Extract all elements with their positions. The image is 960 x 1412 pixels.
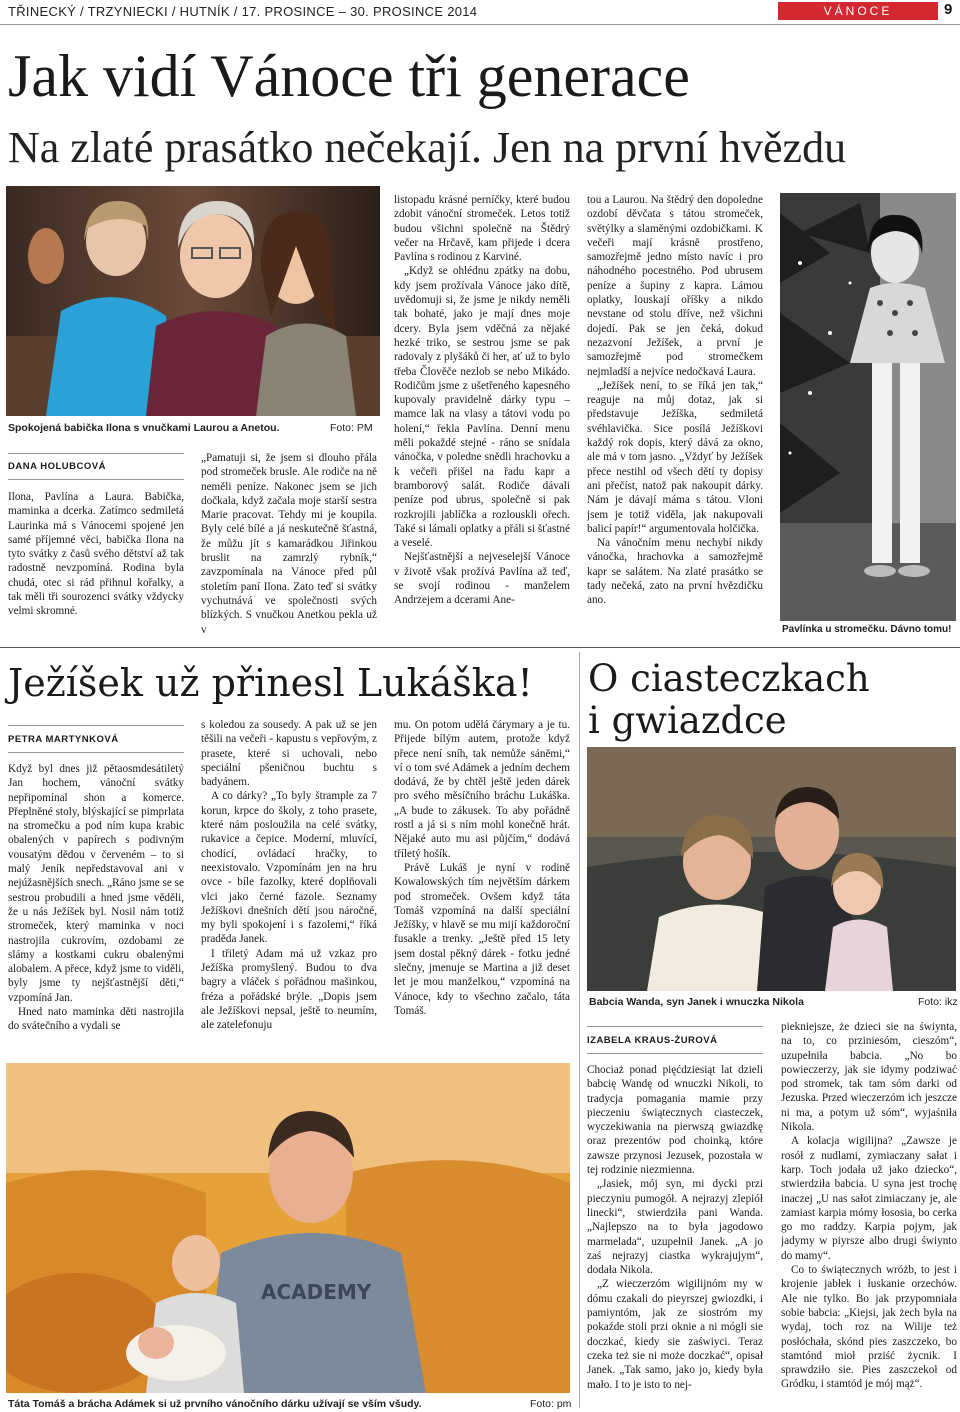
paragraph: A co dárky? „To byly štrample za 7 korun, krpce do školy, z toho prasete, které nám posloužila na celé svátky, rukavice a čepice. Moderní, mluvící, chodící, ovládací hračky, to neexistovalo. Vzpomínám jen na hru ovce - bíle fazolky, které doplňovali vlci jako černé fazole. Seznamy Ježíškovi dnešních dětí jsou náročné, my byli spokojení i s fazolemi,“ říká praděda Janek.: [201, 790, 377, 946]
byline-rule: [8, 453, 184, 454]
paragraph: mu. On potom udělá čárymary a je tu. Přijede bílým autem, protože když přece není sníh, tak nemůže sáněmi,“ ví o tom své Adámek a jedním dechem dodává, že by chtěl ještě jeden dárek pro svého měsíčního bráchu Lukáška. „A bude to zákusek. To aby pořádně rostl a já si s ním mohl konečně hrát. Nějaké auto mu asi půjčím,“ dodává tříletý hošík.: [394, 719, 570, 860]
paragraph: „Pamatuji si, že jsem si dlouho přála pod stromeček brusle. Ale rodiče na ně neměli peníze. Nakonec jsem se jich dočkala, když začala moje starší sestra Marie pracovat. Tehdy mi je koupila. Byly celé bílé a já neskutečně šťastná, že můžu jít s kamarádkou Jiřinkou bruslit na zamrzlý rybník,“ zavzpomínala na Vánoce před půl stoletím paní Ilona. Zato teď si svátky vychutnává ve společnosti svých blízkých. S vnučkou Anetkou pekla už v: [201, 452, 377, 636]
paragraph: piekniejsze, że dzieci sie na świynta, na to, co prziniesóm, cieszóm“, uzupełniła babcia. „No bo powieczerzy, jak sie idymy podziwać pod stromek, tak tam sóm darki od Jezuska. Przed wieczerzóm ich jeszcze ni ma, a potym už sóm“, wyjaśniła Nikola.: [781, 1021, 957, 1134]
photo-caption: Spokojená babička Ilona s vnučkami Laurou a Anetou.: [8, 422, 280, 434]
article2-column-2: [201, 718, 377, 1060]
section-divider: [0, 647, 960, 648]
paragraph: Co to świątecznych wróżb, to jest i krojenie jabłek i łuskanie orzechów. Ale nie tylko. Bo jak przypomniała sobie babcia: „Kiejsi, jak żech była na wydaj, toch roz na Wilije też posłóchała, skónd pies zaszczeko, bo stamtónd mioł prziść życnik. I sprawdziło sie. Pies zaszczekoł od Gródku, i stamtód je mój mąż“.: [781, 1264, 957, 1391]
paragraph: Ilona, Pavlína a Laura. Babička, maminka a dcerka. Zatímco sedmiletá Laurinka má s Vánocemi spojené jen samé příjemné věci, babička Ilona na tyto svátky z časů svého dětství až tak radostně nevzpomíná. Rodina byla chudá, otec si rád přihnul kořalky, a tak měli tři sourozenci svátky vždycky velmi skromné.: [8, 491, 184, 618]
article3-column-2: [781, 1020, 957, 1409]
father-sons-photo: [6, 1063, 570, 1393]
paragraph: „Když se ohlédnu zpátky na dobu, kdy jsem prožívala Vánoce jako dítě, uvědomuji si, že jsme je nikdy neměli tak bohaté, jako je mají dnes moje dcery. Byla jsem vděčná za nějaké hezké triko, se sestrou jsme se pak radovaly z plyšáků či her, ať už to bylo třeba Člověče nezlob se nebo Mikádo. Rodičům jsme z ušetřeného kapesného kupovaly pravidelně dárky typu – mamce lak na vlasy a tátovi vodu po holení,“ řekla Pavlína. Denní menu měli pokaždé stejné - ráno se snídala vánočka, v poledne snědli hrachovku a k večeři přišel na řadu kapr a bramborový salát. Rodiče dávali peníze pod ubrus, společně si pak rozkrojili jablíčka a rozlouskli ořech. Také si lámali oplatky a přáli si šťastné a veselé.: [394, 265, 570, 550]
paragraph: A kolacja wigilijna? „Zawsze je rosół z nudlami, zymiaczany sałat i karp. Toch jodała už jako dziecko“, stwierdziła babcia. U syna jest trochę inaczej „U nas sałot zimiaczany je, ale zamiast karpia mómy łososia, bo cerka go mo raddzy. Karpia pojym, jak jadymy w piyrsze albo drugi świynto do mamy“.: [781, 1135, 957, 1262]
article3-column-1: [587, 1063, 763, 1409]
article1-column-3: [394, 193, 570, 638]
byline-rule: [8, 725, 184, 726]
family-photo: [6, 186, 380, 416]
grandma-son-granddaughter-photo: [587, 747, 956, 991]
paragraph: Když byl dnes již pětaosmdesátiletý Jan hochem, vánoční svátky nepřipomínal shon a komerce. Přeplněné stoly, blýskající se pimprlata na stromečku a pod ním kupa krabic obalených v papírech s podivným vousatým dědou v červeném – to si malý Jeník nepředstavoval ani v nejúžasnějších snech. „Ráno jsme se se sestrou probudili a hned jsme věděli, že u nás Ježíšek byl. Nosil nám totiž stromeček, který maminka v noci nastrojila cukrovím, ozdobami ze slámy a kostkami cukru obalenými alobalem. A přece, když jsme to viděli, byly jsme ty nejšťastnější děti,“ vzpomíná Jan.: [8, 763, 184, 1004]
paragraph: „Jasiek, mój syn, mi dycki przi pieczyniu pumogół. A nejrazyj zlepiół linecki“, stwierdziła pani Wanda. „Najlepszo na to była jagodowo marmelada“, uzupełnił Janek. „A jo zaś nejrazyj ciastka wykrajujym“, dodała Nikola.: [587, 1178, 763, 1277]
paragraph: Chociaż ponad pięćdziesiąt lat dzieli babcię Wandę od wnuczki Nikoli, to tradycja pomagania mamie przy pieczeniu świątecznych ciasteczek, wyczekiwania na pierwszą gwiazdkę oraz prezentów pod choinką, które zawsze przynosi Jezusek, pozostała w tej rodzinie niezmienna.: [587, 1064, 763, 1177]
paragraph: Na vánočním menu nechybí nikdy vánočka, hrachovka a samozřejmě kapr se salátem. Na zlaté prasátko se tady nečeká, zato na první hvězdičku ano.: [587, 537, 763, 607]
page-header-text: TŘINECKÝ / TRZYNIECKI / HUTNÍK / 17. PROSINCE – 30. PROSINCE 2014: [8, 4, 478, 19]
paragraph: s koledou za sousedy. A pak už se jen těšili na večeři - kapustu s vepřovým, z prasete, které si uchovali, nebo speciální pšeničnou buchtu s badyánem.: [201, 719, 377, 789]
paragraph: Hned nato maminka děti nastrojila do svátečního a vydali se: [8, 1006, 184, 1033]
article1-title: Jak vidí Vánoce tři generace: [8, 43, 690, 109]
article2-title: Ježíšek už přinesl Lukáška!: [8, 661, 533, 705]
father-sons-photo-image: [6, 1063, 570, 1393]
photo-credit: Foto: pm: [530, 1398, 572, 1410]
paragraph: Právě Lukáš je nyní v rodině Kowalowských tím největším dárkem pod stromeček. Ovšem když táta Tomáš vzpomíná na další speciální Ježíšky, v hlavě se mu mijí každoroční fusakle a trenky. „Ještě před 15 lety jsem dostal pěkný dárek - fotku jedné slečny, jmenuje se Martina a již deset let je mou manželkou,“ vzpomíná na Vánoce, kdy to všechno začalo, táta Tomáš.: [394, 861, 570, 1017]
grandma-son-granddaughter-photo-image: [587, 747, 956, 991]
photo-caption: Pavlínka u stromečku. Dávno tomu!: [782, 624, 952, 635]
author-byline: PETRA MARTYNKOVÁ: [8, 734, 119, 745]
article3-title-line2: i gwiazdce: [588, 699, 787, 742]
photo-credit: Foto: PM: [330, 422, 373, 434]
photo-caption: Táta Tomáš a brácha Adámek si už prvního vánočního dárku užívají se vším všudy.: [8, 1398, 422, 1410]
byline-rule: [587, 1053, 763, 1054]
page-number: 9: [944, 1, 953, 18]
family-photo-image: [6, 186, 380, 416]
article1-column-1: [8, 490, 184, 636]
paragraph: I třiletý Adam má už vzkaz pro Ježíška promyšlený. Budou to dva bagry a vláček s pořádnou mašinkou, fréza a pořádské brýle. „Dopis jsem ale Ježíškovi nepsal, ještě to neumím, ale zatelefonuju: [201, 947, 377, 1032]
vintage-photo: [780, 193, 956, 621]
paragraph: tou a Laurou. Na štědrý den dopoledne ozdobí děvčata s tátou stromeček, světýlky a slaměnými ozdobičkami. K večeři mají krásně prostřeno, samozřejmě jedno místo navíc i pro náhodného pocestného. Pod ubrusem peníze a šupiny z kapra. Lámou oplatky, louskají oříšky a nikdo nevstane od stolu dříve, než všichni dojedí. Pak se jen čeká, dokud nezazvoní Ježíšek, a první je samozřejmě pod stromečkem nejmladší a nejvíce nedočkavá Laura.: [587, 194, 763, 378]
photo-credit: Foto: ikz: [918, 996, 958, 1008]
article3-title-line1: O ciasteczkach: [588, 657, 870, 700]
vintage-photo-image: [780, 193, 956, 621]
author-byline: DANA HOLUBCOVÁ: [8, 461, 106, 472]
column-divider: [579, 652, 580, 1408]
article1-column-2: [201, 451, 377, 638]
paragraph: „Ježíšek není, to se říká jen tak,“ reaguje na můj dotaz, jak si představuje Ježíška, sedmiletá svéhlavička. Sice posílá Ježíškovi každý rok dopis, který dává za okno, ale má v tom jasno. „Vždyť by Ježíšek přece nestihl od všech dětí ty dopisy ani přečíst, natož pak nakoupit dárky. Nám je dávají máma s tátou. Vloni jsem je totiž viděla, jak nakupovali balicí papír!“ argumentovala holčička.: [587, 379, 763, 535]
article1-subtitle: Na zlaté prasátko nečekají. Jen na první hvězdu: [8, 123, 847, 172]
article2-column-1: [8, 762, 184, 1060]
section-tag: VÁNOCE: [778, 2, 938, 20]
article1-column-4: [587, 193, 763, 638]
paragraph: listopadu krásné perníčky, které budou zdobit vánoční stromeček. Letos totiž budou všichni společně na Štědrý večer na Hrčavě, kam přijede i dcera Pavlína s rodinou z Karviné.: [394, 194, 570, 264]
paragraph: Nejšťastnější a nejveselejší Vánoce v životě však prožívá Pavlína až teď, se svojí rodinou - manželem Andrzejem a dcerami Ane-: [394, 551, 570, 607]
paragraph: „Z wieczerzóm wigilijnóm my w dómu czakali do pieyrszej gwiozdki, i pamiyntóm, jak ze siostróm my pokaźde stoli przi oknie a ni mógli sie doczkać, kiedy sie zaświyci. Teraz czeka też sie ni może doczkać“, opisał Janek. „Tak samo, jako jo, kiedy była mało. I to je isto to nej-: [587, 1278, 763, 1391]
header-rule: [0, 24, 960, 25]
author-byline: IZABELA KRAUS-ŻUROVÁ: [587, 1035, 718, 1046]
svg-text:ACADEMY: ACADEMY: [261, 1280, 372, 1304]
photo-caption: Babcia Wanda, syn Janek i wnuczka Nikola: [589, 996, 804, 1008]
byline-rule: [8, 752, 184, 753]
byline-rule: [587, 1026, 763, 1027]
byline-rule: [8, 479, 184, 480]
article2-column-3: [394, 718, 570, 1060]
